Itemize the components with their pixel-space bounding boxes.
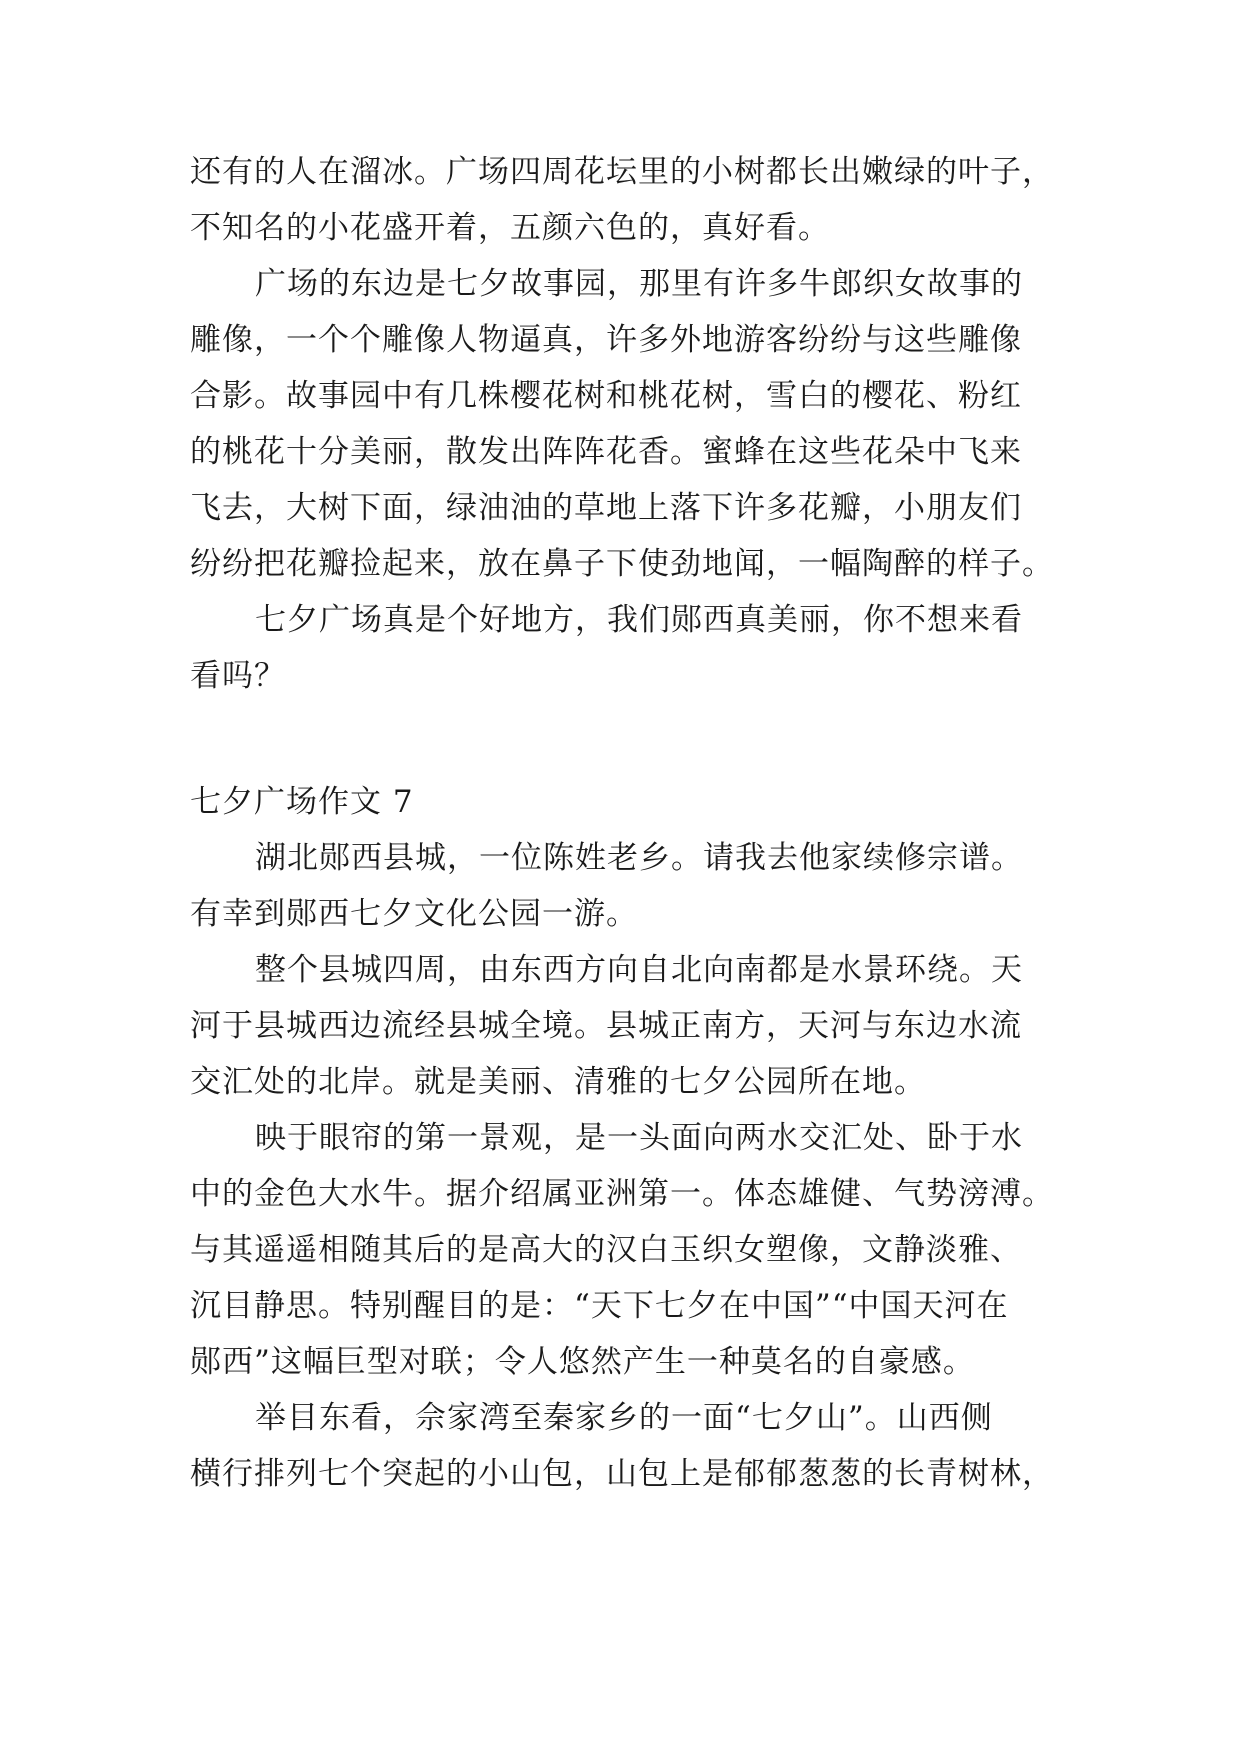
- text-line: 与其遥遥相随其后的是高大的汉白玉织女塑像，文静淡雅、: [190, 1232, 1022, 1268]
- text-line: 的桃花十分美丽，散发出阵阵花香。蜜蜂在这些花朵中飞来: [190, 434, 1022, 470]
- paragraph-start-line: 广场的东边是七夕故事园，那里有许多牛郎织女故事的: [255, 266, 1023, 302]
- text-line: 合影。故事园中有几株樱花树和桃花树，雪白的樱花、粉红: [190, 378, 1022, 414]
- paragraph-start-line: 湖北郧西县城，一位陈姓老乡。请我去他家续修宗谱。: [255, 840, 1023, 876]
- text-line: 纷纷把花瓣捡起来，放在鼻子下使劲地闻，一幅陶醉的样子。: [190, 546, 1054, 582]
- paragraph-start-line: 映于眼帘的第一景观，是一头面向两水交汇处、卧于水: [255, 1120, 1023, 1156]
- text-line: 雕像，一个个雕像人物逼真，许多外地游客纷纷与这些雕像: [190, 322, 1022, 358]
- paragraph-start-line: 举目东看，佘家湾至秦家乡的一面“七夕山”。山西侧: [255, 1400, 993, 1436]
- text-line: 中的金色大水牛。据介绍属亚洲第一。体态雄健、气势滂溥。: [190, 1176, 1054, 1212]
- text-line: 飞去，大树下面，绿油油的草地上落下许多花瓣，小朋友们: [190, 490, 1022, 526]
- text-line: 还有的人在溜冰。广场四周花坛里的小树都长出嫩绿的叶子，: [190, 154, 1054, 190]
- text-line: 郧西”这幅巨型对联；令人悠然产生一种莫名的自豪感。: [190, 1344, 975, 1380]
- section-heading: 七夕广场作文 7: [190, 784, 414, 820]
- text-line: 横行排列七个突起的小山包，山包上是郁郁葱葱的长青树林，: [190, 1456, 1054, 1492]
- text-line: 河于县城西边流经县城全境。县城正南方，天河与东边水流: [190, 1008, 1022, 1044]
- paragraph-start-line: 整个县城四周，由东西方向自北向南都是水景环绕。天: [255, 952, 1023, 988]
- paragraph-start-line: 七夕广场真是个好地方，我们郧西真美丽，你不想来看: [255, 602, 1023, 638]
- text-line: 交汇处的北岸。就是美丽、清雅的七夕公园所在地。: [190, 1064, 926, 1100]
- text-line: 沉目静思。特别醒目的是：“天下七夕在中国”“中国天河在: [190, 1288, 1009, 1324]
- text-line: 不知名的小花盛开着，五颜六色的，真好看。: [190, 210, 830, 246]
- text-line: 看吗？: [190, 658, 286, 694]
- text-line: 有幸到郧西七夕文化公园一游。: [190, 896, 638, 932]
